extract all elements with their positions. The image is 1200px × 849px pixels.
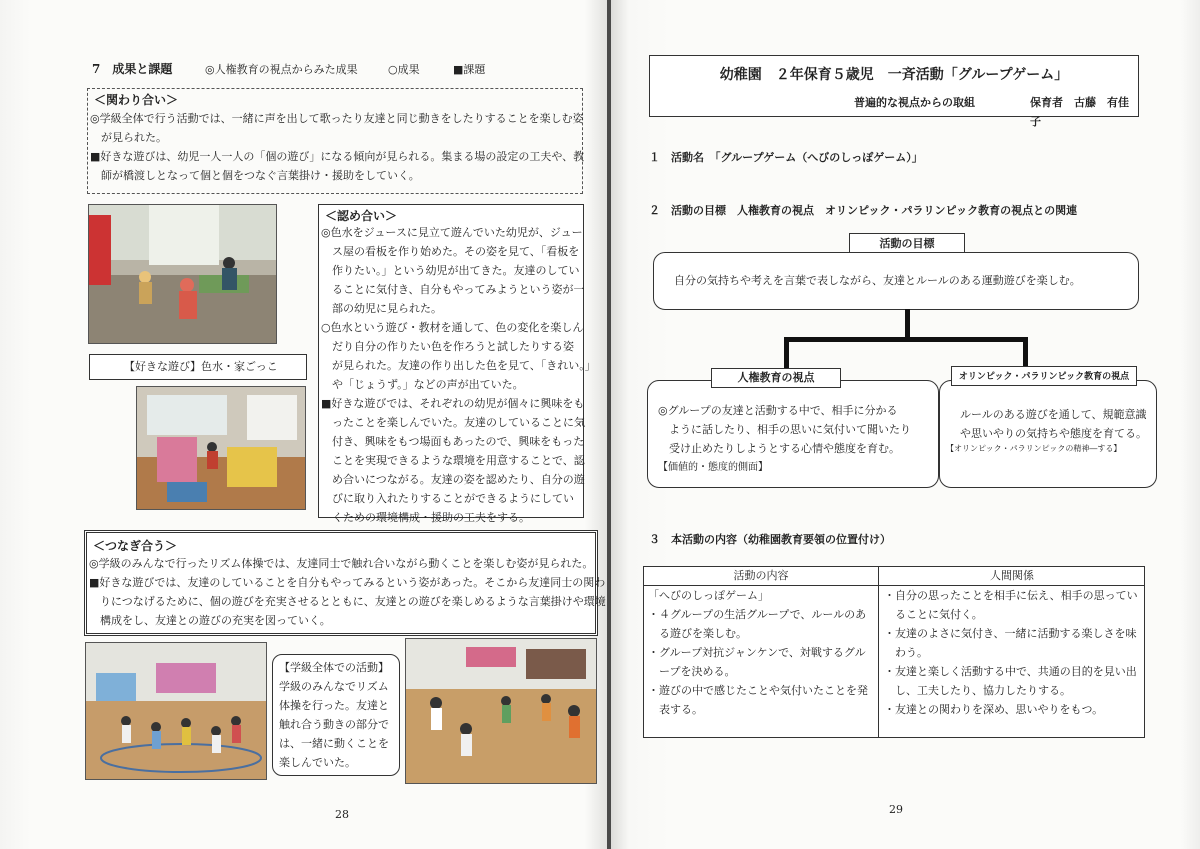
text-line: し、工夫したり、協力したりする。: [884, 684, 1071, 697]
text-line: ・４グループの生活グループで、ルールのあ: [648, 608, 867, 621]
tsunagi-heading: ＜つなぎ合う＞: [93, 539, 178, 553]
kakawari-text: [90, 109, 584, 185]
text-line: ・自分の思ったことを相手に伝え、相手の思ってい: [884, 589, 1138, 602]
text-line: ることに気付く。: [884, 608, 983, 621]
connector-left: [784, 337, 789, 371]
goal-box: [653, 252, 1139, 310]
goal-text: 自分の気持ちや考えを言葉で表しながら、友達とルールのある運動遊びを楽しむ。: [674, 274, 1081, 287]
teacher-name: 保育者 古藤 有佳子: [1030, 96, 1129, 128]
tsunagi-text: [89, 554, 606, 630]
text-line: ープを決める。: [648, 665, 736, 678]
page-title: 幼稚園 ２年保育５歳児 一斉活動「グループゲーム」: [719, 67, 1069, 83]
text-line: 【学級全体での活動】: [279, 661, 389, 674]
photo-group-dance: [405, 638, 597, 784]
mitome-box: [318, 204, 596, 524]
connector-horizontal: [784, 337, 1028, 342]
jinken-text: [658, 401, 911, 477]
text-line: ・遊びの中で感じたことや気付いたことを発: [648, 684, 868, 697]
text-line: る遊びを楽しむ。: [648, 627, 747, 640]
item-2-activity-goal: ２ 活動の目標 人権教育の視点 オリンピック・パラリンピック教育の視点との関連: [649, 204, 1078, 217]
text-line: ったことを楽しんでいた。友達のしていることに気: [321, 416, 585, 429]
text-line: ■好きな遊びでは、友達のしていることを自分もやってみるという姿があった。そこから友達同士の関わ: [89, 576, 606, 589]
text-line: ス屋の看板を作り始めた。その姿を見て、「看板を: [321, 245, 580, 258]
table-divider: [878, 567, 879, 737]
text-line: ◎色水をジュースに見立て遊んでいた幼児が、ジュー: [321, 226, 583, 239]
jinken-tag: 【価値的・態度的側面】: [658, 462, 768, 473]
legend-ok: ○成果: [388, 63, 420, 76]
page-number-right: 29: [889, 803, 903, 816]
photo-rhythm-exercise: [85, 642, 267, 780]
page-right: [611, 0, 1200, 849]
mitome-text: [321, 223, 596, 527]
text-line: ることに気付き、自分もやってみようという姿が一: [321, 283, 585, 296]
photo-colored-water: [88, 204, 277, 344]
text-line: ・友達と楽しく活動する中で、共通の目的を見い出: [884, 665, 1137, 678]
table-cell-content: [648, 586, 868, 719]
table-header-relations: 人間関係: [990, 569, 1034, 582]
item-3-activity-content: ３ 本活動の内容（幼稚園教育要領の位置付け）: [649, 533, 891, 546]
activity-note-box: [272, 654, 400, 776]
text-line: 学級のみんなでリズム: [279, 680, 389, 693]
text-line: ◎学級全体で行う活動では、一緒に声を出して歌ったり友達と同じ動きをしたりすることを楽しむ姿: [90, 112, 584, 125]
olympic-label-box: [951, 366, 1137, 386]
text-line: ・友達のよさに気付き、一緒に活動する楽しさを味: [884, 627, 1137, 640]
text-line: ように話したり、相手の思いに気付いて聞いたり: [658, 423, 911, 436]
tsunagi-box: [84, 530, 606, 636]
table-cell-relations: [884, 586, 1138, 719]
text-line: ■好きな遊びでは、それぞれの幼児が個々に興味をも: [321, 397, 585, 410]
mitome-heading: ＜認め合い＞: [325, 209, 398, 223]
jinken-box: [647, 380, 939, 488]
text-line: や思いやりの気持ちや態度を育てる。: [960, 427, 1147, 440]
text-line: ルールのある遊びを通して、規範意識: [960, 408, 1147, 421]
olympic-tag: 【オリンピック・パラリンピックの精神―する】: [946, 444, 1122, 453]
subtitle: 普遍的な視点からの取組: [854, 96, 975, 109]
photo-house-play: [136, 386, 306, 510]
text-line: が見られた。: [90, 131, 167, 144]
text-line: ・友達との関わりを深め、思いやりをもつ。: [884, 703, 1104, 716]
olympic-text: [960, 405, 1147, 443]
text-line: だり自分の作りたい色を作ろうと試したりする姿: [321, 340, 574, 353]
jinken-label: 人権教育の視点: [737, 371, 815, 384]
table-header-content: 活動の内容: [733, 569, 789, 582]
legend-issue: ■課題: [453, 63, 486, 76]
text-line: ことを実現できるような環境を用意することで、認: [321, 454, 585, 467]
page-number-left: 28: [335, 808, 349, 821]
photo-caption: 【好きな遊び】色水・家ごっこ: [124, 360, 278, 373]
title-box: [649, 55, 1139, 128]
kakawari-heading: ＜関わり合い＞: [94, 93, 179, 107]
goal-label: 活動の目標: [879, 237, 935, 250]
item-1-activity-name: １ 活動名 「グループゲーム（へびのしっぽゲーム）」: [649, 151, 923, 164]
text-line: 受け止めたりしようとする心情や態度を育む。: [658, 442, 900, 455]
section-title: 7 成果と課題: [92, 62, 173, 76]
text-line: 「へびのしっぽゲーム」: [648, 589, 769, 602]
olympic-box: [939, 380, 1157, 488]
jinken-label-box: [711, 368, 841, 388]
text-line: くための環境構成・援助の工夫をする。: [321, 511, 530, 524]
text-line: 表する。: [648, 703, 703, 716]
kakawari-box: [87, 88, 583, 194]
table-header-row: [644, 567, 1144, 586]
text-line: 付き、興味をもつ場面もあったので、興味をもった: [321, 435, 585, 448]
text-line: 構成をし、友達との遊びの充実を図っていく。: [89, 614, 331, 627]
olympic-label: オリンピック・パラリンピック教育の視点: [958, 372, 1130, 382]
text-line: や「じょうず。」などの声が出ていた。: [321, 378, 524, 391]
text-line: 体操を行った。友達と: [279, 699, 389, 712]
text-line: りにつなげるために、個の遊びを充実させるとともに、友達との遊びを楽しめるような言葉掛けや環境: [89, 595, 606, 608]
text-line: びに取り入れたりすることができるようにしてい: [321, 492, 574, 505]
text-line: 触れ合う動きの部分で: [279, 718, 389, 731]
text-line: ○色水という遊び・教材を通して、色の変化を楽しん: [321, 321, 584, 334]
photo-caption-box: [89, 354, 307, 380]
text-line: は、一緒に動くことを: [279, 737, 389, 750]
text-line: 楽しんでいた。: [279, 756, 356, 769]
content-table: [643, 566, 1145, 738]
text-line: 部の幼児に見られた。: [321, 302, 442, 315]
text-line: わう。: [884, 646, 928, 659]
activity-note-text: [279, 658, 389, 772]
legend-circle: ◎人権教育の視点からみた成果: [205, 63, 358, 76]
text-line: ◎学級のみんなで行ったリズム体操では、友達同士で触れ合いながら動くことを楽しむ姿が見られた。: [89, 557, 594, 570]
connector-right: [1023, 337, 1028, 367]
text-line: ・グループ対抗ジャンケンで、対戦するグル: [648, 646, 866, 659]
text-line: 作りたい。」という幼児が出てきた。友達のしてい: [321, 264, 580, 277]
text-line: ■好きな遊びは、幼児一人一人の「個の遊び」になる傾向が見られる。集まる場の設定の工夫や、教: [90, 150, 585, 163]
text-line: め合いにつながる。友達の姿を認めたり、自分の遊: [321, 473, 585, 486]
text-line: 師が橋渡しとなって個と個をつなぐ言葉掛け・援助をしていく。: [90, 169, 420, 182]
text-line: ◎グループの友達と活動する中で、相手に分かる: [658, 404, 898, 417]
text-line: が見られた。友達の作り出した色を見て、「きれい。」: [321, 359, 596, 372]
